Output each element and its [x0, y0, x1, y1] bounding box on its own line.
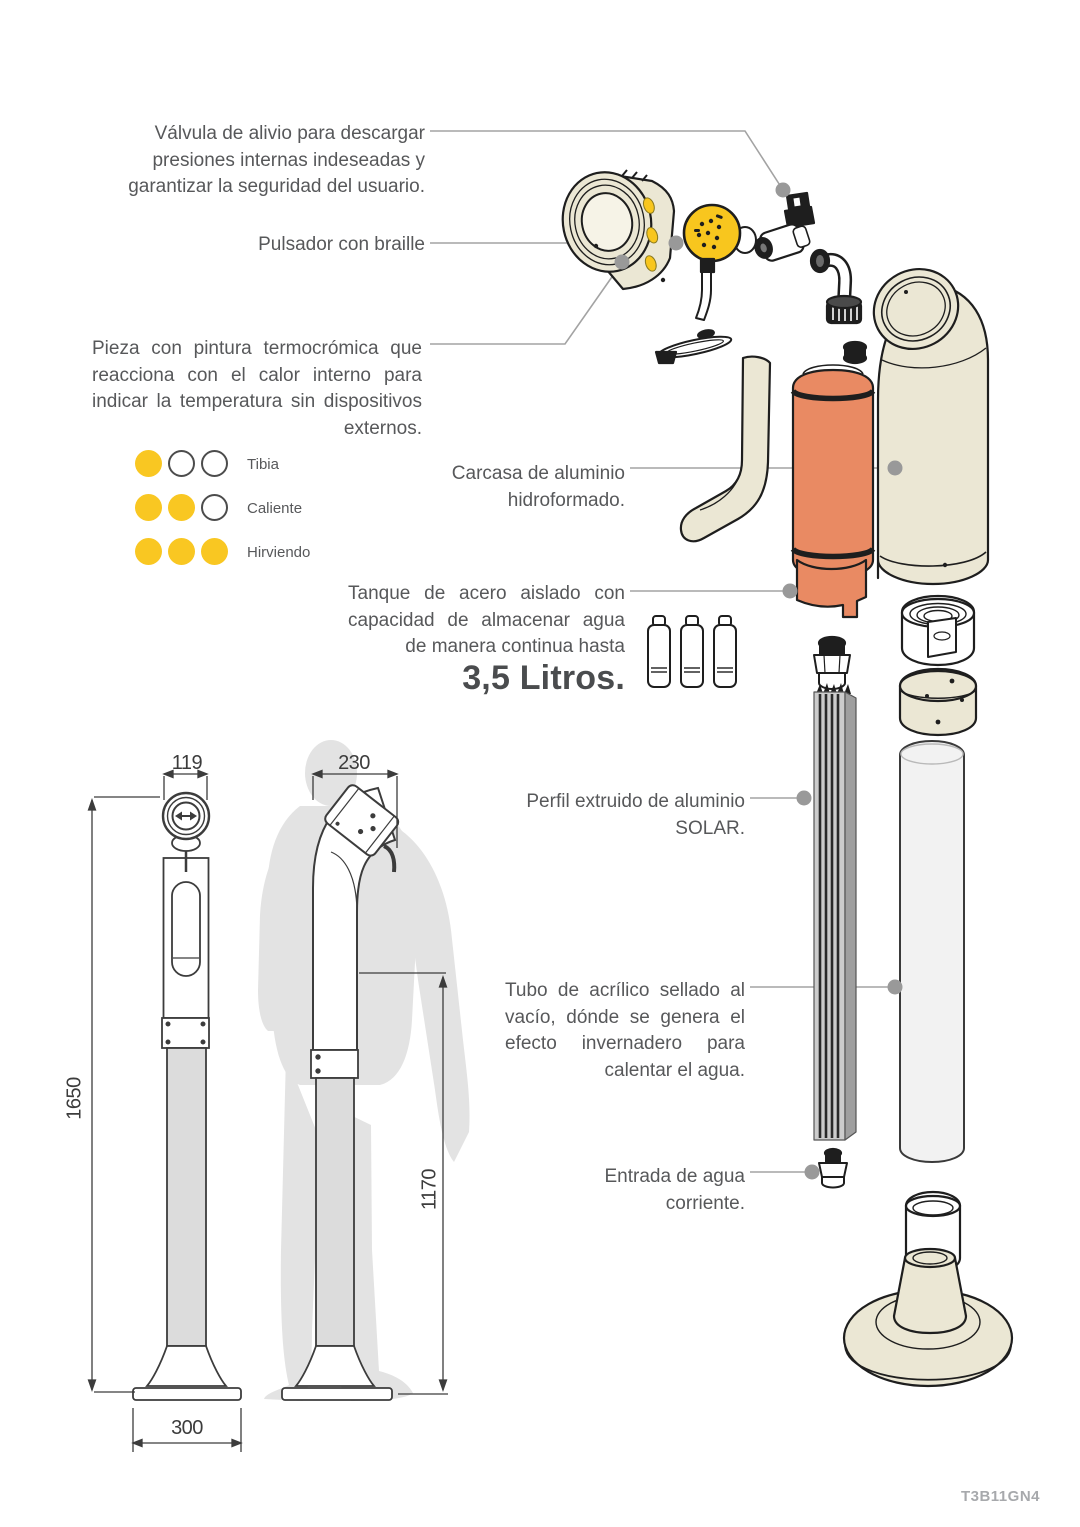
thermochromic-ring-part — [554, 164, 676, 289]
temp-dot-filled — [135, 538, 162, 565]
label-acrylic-tube: Tubo de acrílico sellado al vacío, dónde se genera el efecto invernadero para calentar el agua. — [505, 980, 745, 1081]
temp-dot-filled — [135, 450, 162, 477]
legend-row-hirviendo — [135, 538, 228, 565]
label-tank: Tanque de acero aislado con capacidad de almacenar agua de manera continua hasta — [348, 583, 625, 658]
legend-label-caliente: Caliente — [247, 500, 303, 517]
dim-side-depth: 230 — [338, 752, 370, 774]
solar-profile-part — [814, 683, 856, 1140]
tank-bolt-part — [814, 637, 850, 689]
front-view-drawing — [133, 793, 241, 1400]
temp-dot-filled — [135, 494, 162, 521]
product-code: T3B11GN4 — [960, 1488, 1040, 1505]
temp-dot-empty — [201, 450, 228, 477]
label-shell: Carcasa de aluminio hidroformado. — [451, 463, 625, 511]
label-thermochromic: Pieza con pintura termocrómica que reacciona con el calor interno para indicar la temperatura sin dispositivos externos. — [92, 338, 422, 439]
dim-front-width: 119 — [171, 752, 203, 774]
base-flange-part — [844, 1249, 1012, 1386]
steel-tank-part — [793, 342, 873, 617]
braille-button-part — [684, 205, 756, 320]
gasket-parts — [656, 329, 733, 363]
elbow-fitting-part — [811, 250, 861, 323]
label-profile: Perfil extruido de aluminio SOLAR. — [526, 791, 745, 839]
label-relief-valve: Válvula de alivio para descargar presiones internas indeseadas y garantizar la seguridad del usuario. — [128, 123, 425, 198]
thermos-icons — [648, 616, 736, 687]
dim-spout-height: 1170 — [418, 1169, 441, 1211]
label-tank-capacity: 3,5 Litros. — [462, 659, 625, 697]
relief-valve-part — [752, 193, 814, 265]
aluminum-shell-part — [860, 254, 988, 584]
temp-dot-filled — [201, 538, 228, 565]
legend-label-hirviendo: Hirviendo — [247, 544, 311, 561]
temp-dot-empty — [201, 494, 228, 521]
temp-dot-empty — [168, 450, 195, 477]
temp-dot-filled — [168, 538, 195, 565]
l-bracket-part — [681, 357, 770, 542]
dim-base-width: 300 — [171, 1417, 203, 1439]
leader-thermochromic — [430, 264, 621, 344]
legend-row-caliente — [135, 494, 228, 521]
dim-total-height: 1650 — [63, 1077, 86, 1120]
legend-label-tibia: Tibia — [247, 456, 279, 473]
temp-dot-filled — [168, 494, 195, 521]
legend-row-tibia — [135, 450, 228, 477]
spiral-ring-part — [902, 596, 974, 665]
water-inlet-bolt-part — [819, 1149, 847, 1188]
acrylic-tube-part — [900, 741, 964, 1162]
label-braille-button: Pulsador con braille — [258, 234, 425, 255]
label-water-inlet: Entrada de agua corriente. — [604, 1166, 745, 1214]
collar-ring-part — [900, 669, 976, 735]
